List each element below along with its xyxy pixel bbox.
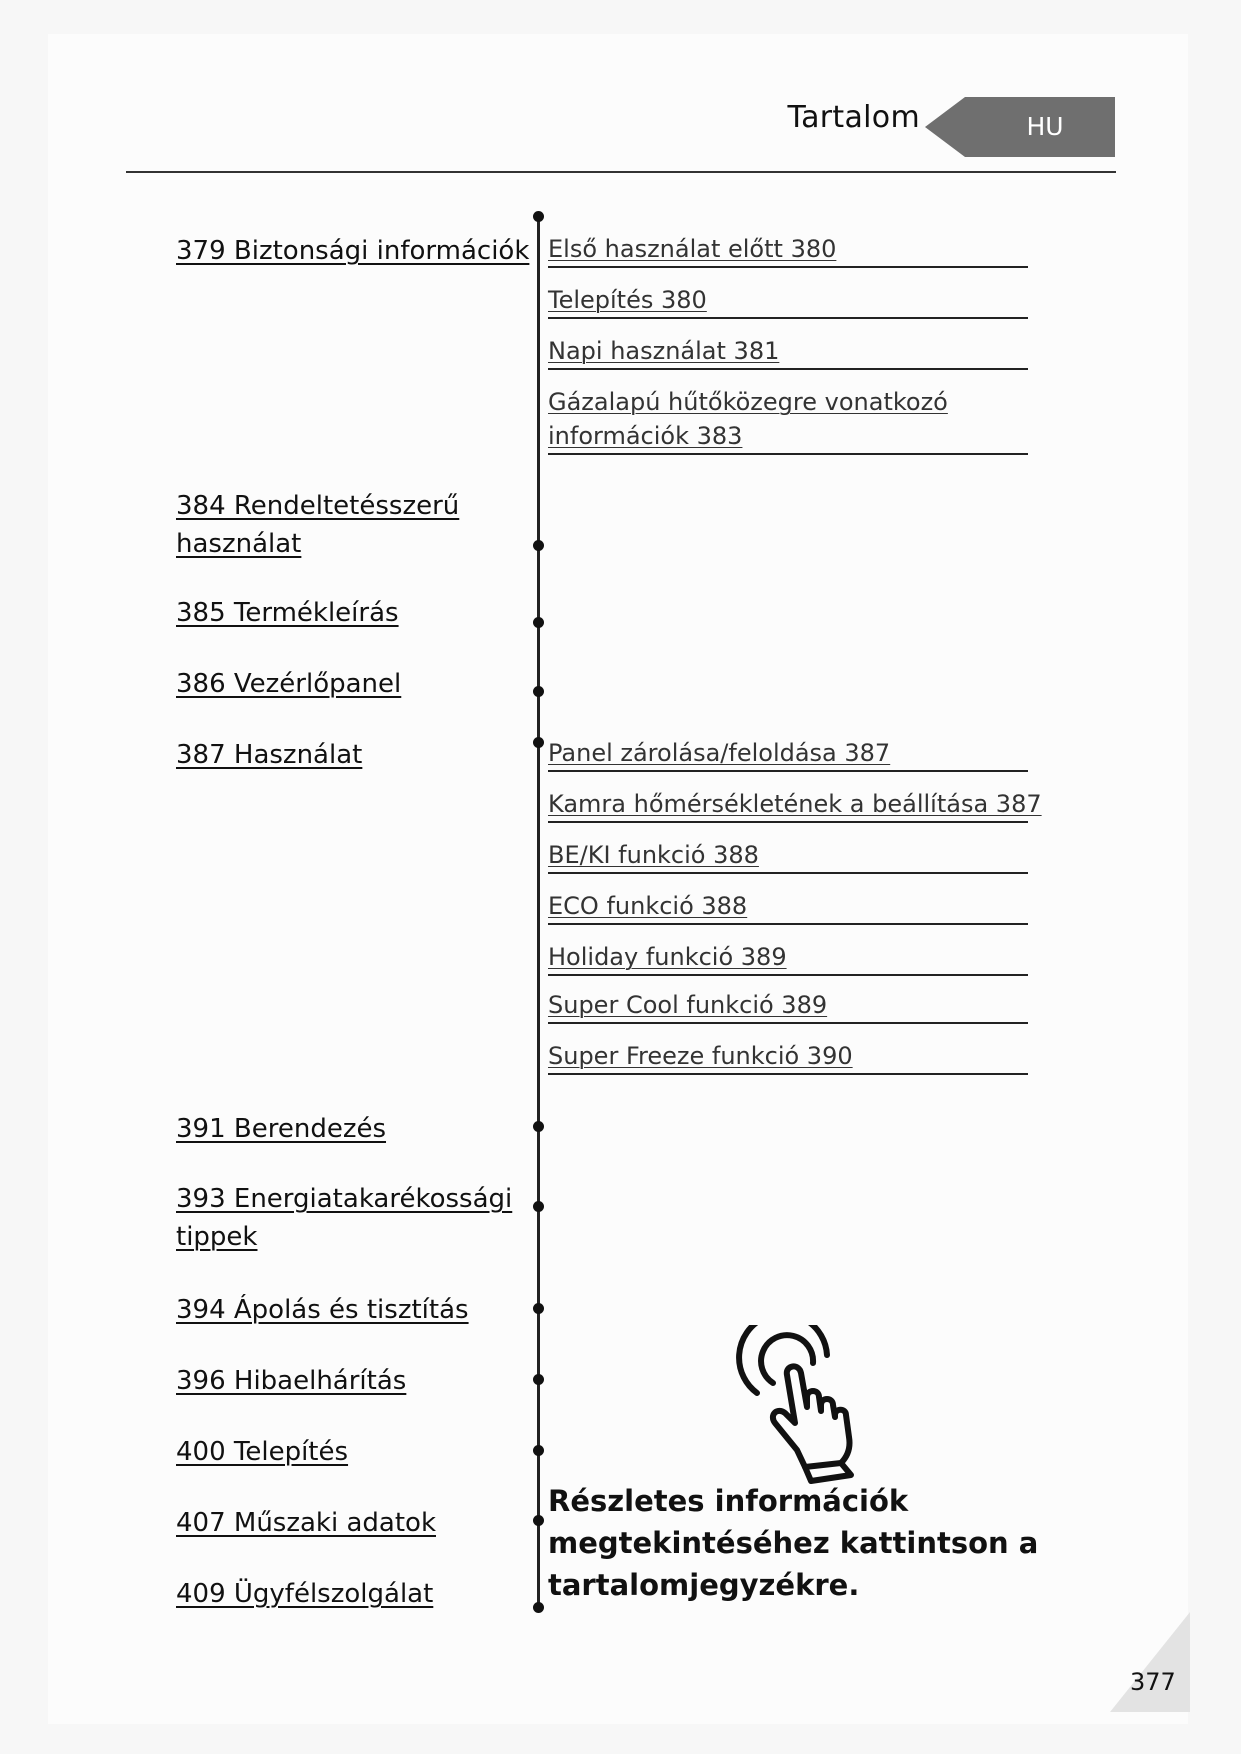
toc-link-control-panel[interactable]: 386 Vezérlőpanel bbox=[176, 669, 402, 699]
toc-link-product-description[interactable]: 385 Termékleírás bbox=[176, 598, 399, 628]
toc-link-installation[interactable]: 400 Telepítés bbox=[176, 1437, 349, 1467]
toc-sublink-refrigerant-info[interactable]: Gázalapú hűtőközegre vonatkozó információk 383 bbox=[548, 385, 1028, 455]
toc-sublink-super-cool[interactable]: Super Cool funkció 389 bbox=[548, 988, 1028, 1024]
toc-link-intended-use[interactable]: 384 Rendeltetésszerű használat bbox=[176, 491, 460, 559]
timeline-dot bbox=[533, 1303, 544, 1314]
timeline-dot bbox=[533, 737, 544, 748]
timeline-dot bbox=[533, 1445, 544, 1456]
toc-link-care-cleaning[interactable]: 394 Ápolás és tisztítás bbox=[176, 1295, 469, 1325]
page-number: 377 bbox=[1130, 1668, 1176, 1696]
toc-timeline bbox=[537, 216, 540, 1610]
timeline-dot bbox=[533, 1121, 544, 1132]
timeline-dot bbox=[533, 1515, 544, 1526]
toc-link-troubleshooting[interactable]: 396 Hibaelhárítás bbox=[176, 1366, 407, 1396]
timeline-dot bbox=[533, 1602, 544, 1613]
language-label: HU bbox=[1026, 112, 1064, 141]
toc-link-usage[interactable]: 387 Használat bbox=[176, 740, 363, 770]
language-tab bbox=[925, 97, 1115, 157]
timeline-dot bbox=[533, 617, 544, 628]
toc-sublink-on-off-function[interactable]: BE/KI funkció 388 bbox=[548, 838, 1028, 874]
toc-link-customer-service[interactable]: 409 Ügyfélszolgálat bbox=[176, 1579, 434, 1609]
toc-sublink-before-first-use[interactable]: Első használat előtt 380 bbox=[548, 232, 1028, 268]
toc-sublink-installation[interactable]: Telepítés 380 bbox=[548, 283, 1028, 319]
toc-link-technical-data[interactable]: 407 Műszaki adatok bbox=[176, 1508, 436, 1538]
tap-hand-icon bbox=[735, 1325, 875, 1489]
page-corner bbox=[1110, 1612, 1190, 1716]
timeline-dot bbox=[533, 686, 544, 697]
toc-link-equipment[interactable]: 391 Berendezés bbox=[176, 1114, 387, 1144]
header-divider bbox=[126, 171, 1116, 173]
toc-sublink-chamber-temperature[interactable]: Kamra hőmérsékletének a beállítása 387 bbox=[548, 787, 1028, 823]
toc-link-energy-tips[interactable]: 393 Energiatakarékossági tippek bbox=[176, 1184, 513, 1252]
toc-sublink-holiday-function[interactable]: Holiday funkció 389 bbox=[548, 940, 1028, 976]
toc-sublink-daily-use[interactable]: Napi használat 381 bbox=[548, 334, 1028, 370]
toc-sublink-eco-function[interactable]: ECO funkció 388 bbox=[548, 889, 1028, 925]
page-title: Tartalom bbox=[787, 100, 920, 135]
timeline-dot bbox=[533, 540, 544, 551]
toc-sublink-panel-lock[interactable]: Panel zárolása/feloldása 387 bbox=[548, 736, 1028, 772]
callout-text: Részletes információk megtekintéséhez kattintson a tartalomjegyzékre. bbox=[548, 1484, 1039, 1602]
toc-link-safety[interactable]: 379 Biztonsági információk bbox=[176, 236, 530, 266]
timeline-dot bbox=[533, 211, 544, 222]
toc-sublink-super-freeze[interactable]: Super Freeze funkció 390 bbox=[548, 1039, 1028, 1075]
timeline-dot bbox=[533, 1374, 544, 1385]
